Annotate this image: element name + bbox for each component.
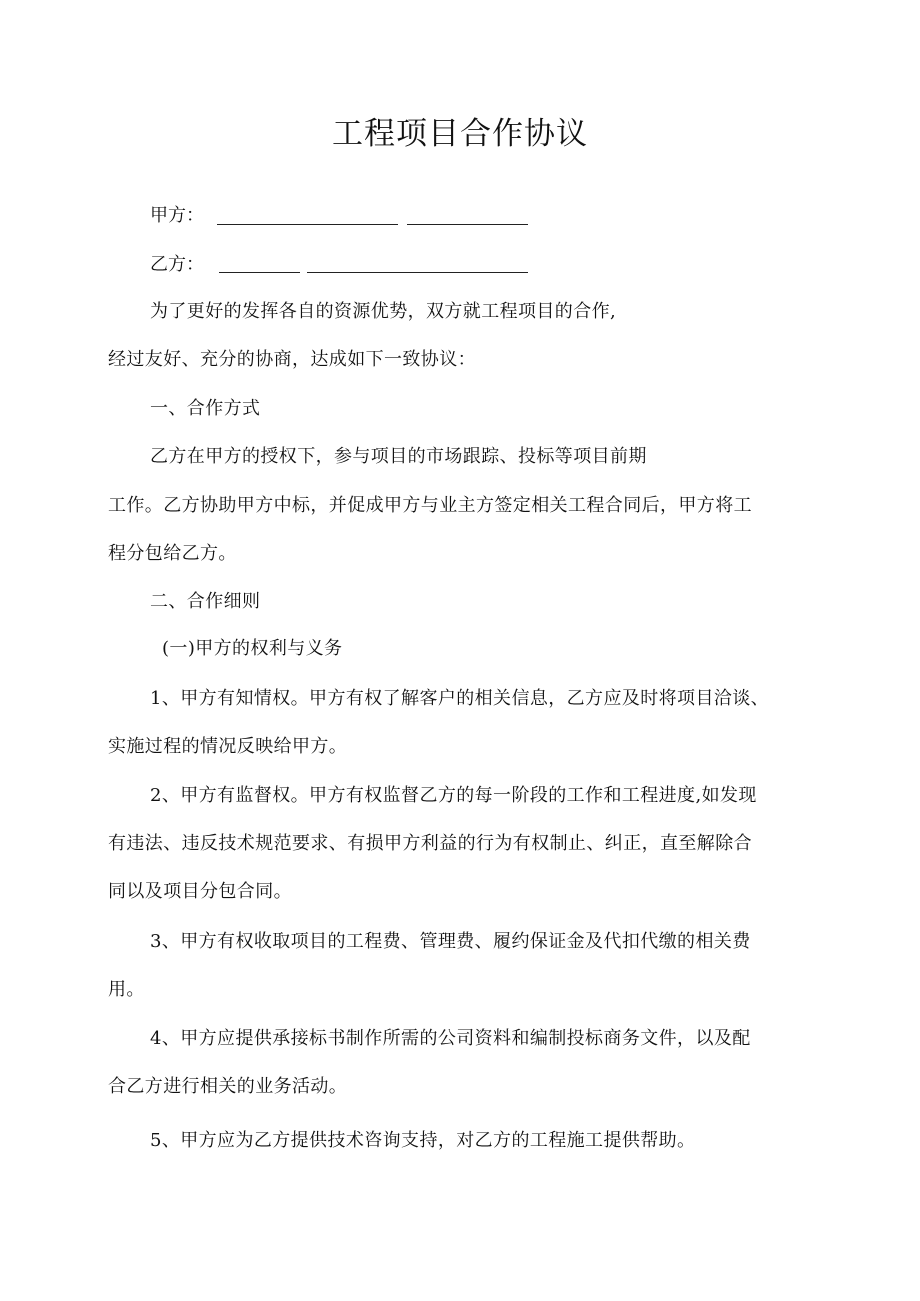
paragraph-line: 实施过程的情况反映给甲方。 — [108, 736, 348, 757]
party-b-blank-1 — [219, 272, 300, 273]
paragraph-line: 4、甲方应提供承接标书制作所需的公司资料和编制投标商务文件，以及配 — [150, 1028, 751, 1049]
paragraph-line: 3、甲方有权收取项目的工程费、管理费、履约保证金及代扣代缴的相关费 — [150, 931, 751, 952]
party-a-row — [150, 203, 204, 229]
paragraph-line: 5、甲方应为乙方提供技术咨询支持，对乙方的工程施工提供帮助。 — [150, 1130, 696, 1151]
party-a-blank-1 — [217, 224, 398, 225]
paragraph-line: 同以及项目分包合同。 — [108, 881, 292, 902]
section-heading: 二、合作细则 — [150, 591, 261, 612]
paragraph-line: 乙方在甲方的授权下，参与项目的市场跟踪、投标等项目前期 — [150, 446, 647, 467]
paragraph-line: 用。 — [108, 979, 145, 1000]
paragraph-line: 为了更好的发挥各自的资源优势，双方就工程项目的合作, — [150, 301, 617, 322]
party-b-label: 乙方： — [150, 254, 204, 275]
document-title: 工程项目合作协议 — [332, 116, 588, 152]
party-a-label: 甲方： — [150, 205, 204, 226]
subsection-heading: (一)甲方的权利与义务 — [162, 638, 343, 659]
party-b-row — [150, 252, 204, 278]
paragraph-line: 程分包给乙方。 — [108, 543, 237, 564]
party-b-blank-2 — [307, 272, 528, 273]
paragraph-line: 经过友好、充分的协商，达成如下一致协议： — [108, 349, 476, 370]
paragraph-line: 2、甲方有监督权。甲方有权监督乙方的每一阶段的工作和工程进度,如发现 — [150, 785, 757, 806]
paragraph-line: 有违法、违反技术规范要求、有损甲方利益的行为有权制止、纠正，直至解除合 — [108, 833, 752, 854]
paragraph-line: 工作。乙方协助甲方中标，并促成甲方与业主方签定相关工程合同后，甲方将工 — [108, 495, 752, 516]
paragraph-line: 合乙方进行相关的业务活动。 — [108, 1076, 348, 1097]
party-a-blank-2 — [407, 224, 528, 225]
section-heading: 一、合作方式 — [150, 398, 261, 419]
paragraph-line: 1、甲方有知情权。甲方有权了解客户的相关信息，乙方应及时将项目洽谈、 — [150, 688, 770, 709]
